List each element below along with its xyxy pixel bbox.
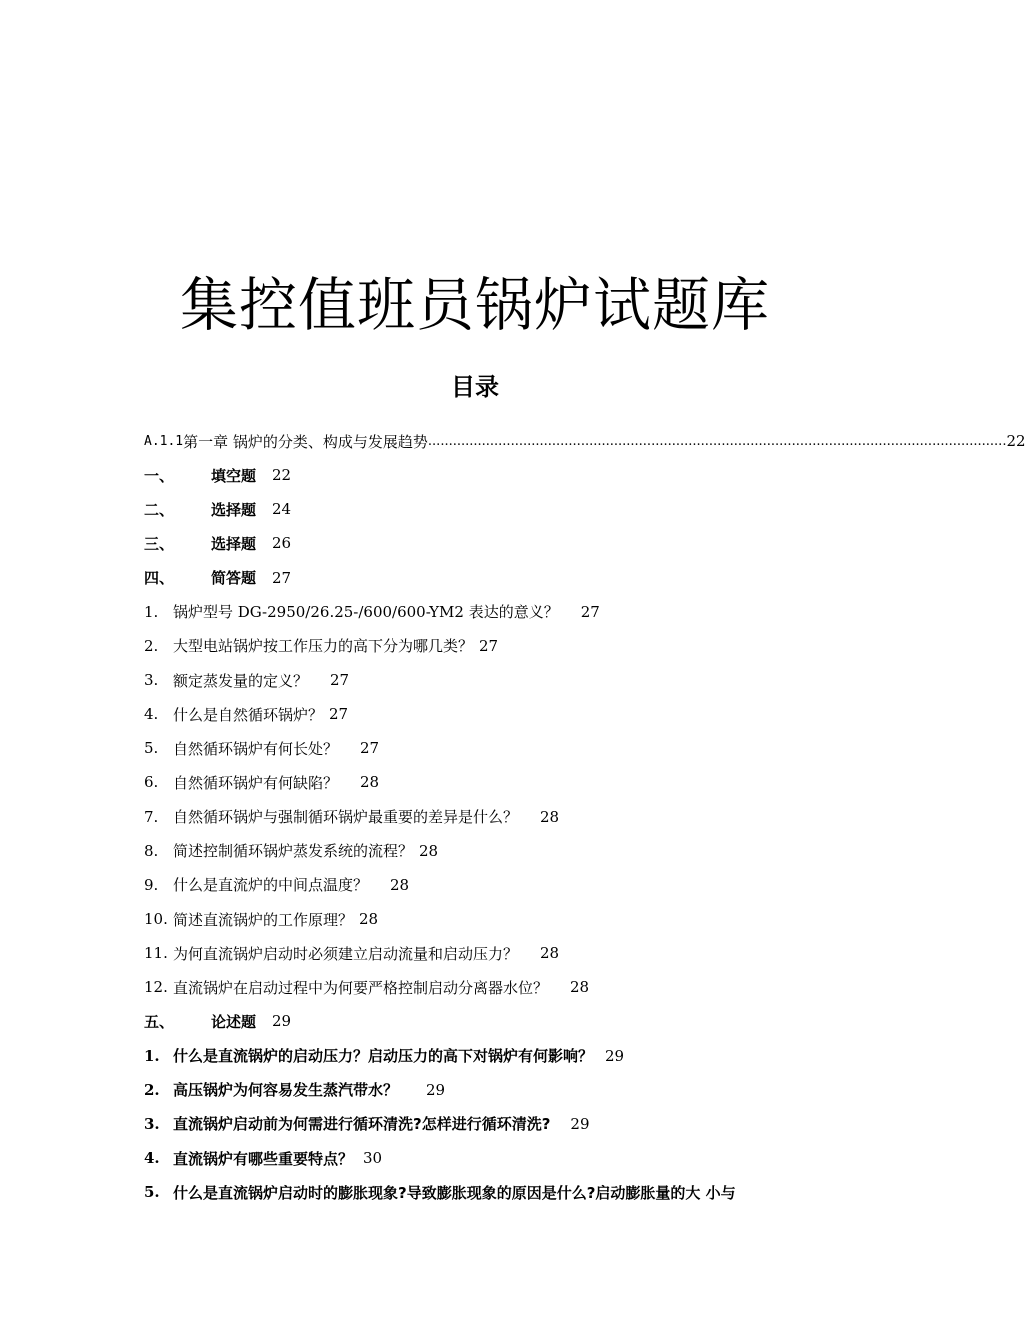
toc-item-title: 什么是自然循环锅炉？ [173, 705, 324, 724]
toc-item-title: 简述直流锅炉的工作原理？ [173, 910, 354, 929]
toc-item-title: 自然循环锅炉与强制循环锅炉最重要的差异是什么？ [173, 808, 519, 827]
toc-section-number: 二、 [144, 500, 175, 519]
toc-item-number: 3. [144, 671, 159, 690]
toc-chapter-number: A.1.1 [144, 433, 184, 449]
toc-item-title: 自然循环锅炉有何长处？ [173, 739, 339, 758]
toc-item-title: 大型电站锅炉按工作压力的高下分为哪几类？ [173, 637, 474, 656]
toc-item-number: 4. [144, 1149, 160, 1168]
toc-page-number: 27 [272, 568, 292, 587]
toc-page-number: 28 [540, 807, 560, 826]
toc-item-title: 自然循环锅炉有何缺陷？ [173, 773, 339, 792]
toc-item-entry[interactable] [144, 595, 808, 629]
toc-item-entry[interactable] [144, 834, 808, 868]
toc-item-entry[interactable] [144, 629, 808, 663]
toc-chapter-title: 第一章 锅炉的分类、构成与发展趋势 [183, 432, 428, 451]
toc-item-entry[interactable] [144, 1141, 808, 1175]
toc-section-number: 一、 [144, 466, 175, 485]
toc-page-number: 29 [570, 1114, 590, 1133]
toc-page-number: 22 [1006, 432, 1026, 451]
toc-item-number: 11. [144, 944, 168, 963]
toc-item-number: 4. [144, 705, 159, 724]
toc-item-entry[interactable] [144, 902, 808, 936]
toc-item-number: 2. [144, 1080, 160, 1099]
toc-item-number: 1. [144, 602, 159, 621]
toc-item-title: 什么是直流锅炉启动时的膨胀现象?导致膨胀现象的原因是什么?启动膨胀量的大 小与 [173, 1183, 736, 1202]
toc-page-number: 27 [479, 636, 499, 655]
toc-item-title: 直流锅炉启动前为何需进行循环清洗?怎样进行循环清洗? [173, 1115, 551, 1134]
toc-item-number: 9. [144, 875, 159, 894]
toc-section-number: 四、 [144, 569, 175, 588]
toc-page-number: 22 [272, 466, 292, 485]
toc-page-number: 27 [329, 705, 349, 724]
toc-item-entry[interactable] [144, 663, 808, 697]
toc-page-number: 28 [570, 978, 590, 997]
toc-chapter-entry[interactable] [144, 424, 1026, 458]
toc-page-number: 28 [419, 841, 439, 860]
toc-item-entry[interactable] [144, 731, 808, 765]
toc-page-number: 27 [330, 671, 350, 690]
toc-item-entry[interactable] [144, 1039, 808, 1073]
toc-item-number: 3. [144, 1114, 160, 1133]
toc-page-number: 24 [272, 500, 292, 519]
toc-item-title: 高压锅炉为何容易发生蒸汽带水？ [173, 1081, 399, 1100]
toc-section-number: 五、 [144, 1012, 175, 1031]
table-of-contents [144, 424, 1026, 1209]
toc-page-number: 28 [359, 910, 379, 929]
toc-item-entry[interactable] [144, 868, 808, 902]
toc-item-number: 10. [144, 910, 168, 929]
toc-page-number: 26 [272, 534, 292, 553]
toc-section-entry[interactable] [144, 526, 808, 560]
toc-section-entry[interactable] [144, 1004, 808, 1038]
toc-section-title: 简答题 [211, 569, 257, 588]
toc-section-title: 论述题 [211, 1012, 257, 1031]
toc-item-number: 2. [144, 636, 159, 655]
toc-heading: 目录 [451, 373, 499, 401]
toc-item-title: 直流锅炉有哪些重要特点？ [173, 1149, 354, 1168]
toc-section-entry[interactable] [144, 561, 808, 595]
toc-item-number: 6. [144, 773, 159, 792]
toc-item-entry[interactable] [144, 970, 808, 1004]
toc-page-number: 29 [605, 1046, 625, 1065]
toc-item-number: 12. [144, 978, 168, 997]
toc-item-title: 为何直流锅炉启动时必须建立启动流量和启动压力？ [173, 944, 519, 963]
toc-page-number: 29 [272, 1012, 292, 1031]
toc-item-entry[interactable] [144, 697, 808, 731]
toc-section-entry[interactable] [144, 492, 808, 526]
toc-section-title: 填空题 [211, 466, 257, 485]
toc-item-entry[interactable] [144, 765, 808, 799]
toc-page-number: 28 [390, 875, 410, 894]
toc-item-number: 7. [144, 807, 159, 826]
toc-item-entry[interactable] [144, 936, 808, 970]
toc-item-title: 什么是直流锅炉的启动压力？启动压力的高下对锅炉有何影响？ [173, 1047, 594, 1066]
toc-section-title: 选择题 [211, 534, 257, 553]
toc-item-title: 锅炉型号 DG-2950/26.25-/600/600-YM2 表达的意义？ [173, 603, 559, 622]
toc-item-entry[interactable] [144, 1175, 808, 1209]
toc-dot-leader: ............................................................................................................................................ [427, 433, 1007, 449]
toc-item-title: 简述控制循环锅炉蒸发系统的流程？ [173, 842, 414, 861]
toc-page-number: 30 [363, 1149, 383, 1168]
toc-page-number: 27 [360, 739, 380, 758]
toc-item-number: 1. [144, 1046, 160, 1065]
toc-item-title: 额定蒸发量的定义？ [173, 671, 309, 690]
toc-item-number: 8. [144, 841, 159, 860]
toc-item-entry[interactable] [144, 800, 808, 834]
document-title: 集控值班员锅炉试题库 [179, 271, 770, 339]
toc-item-title: 直流锅炉在启动过程中为何要严格控制启动分离器水位？ [173, 978, 549, 997]
toc-section-title: 选择题 [211, 500, 257, 519]
toc-item-number: 5. [144, 1183, 160, 1202]
toc-page-number: 28 [540, 944, 560, 963]
toc-item-number: 5. [144, 739, 159, 758]
toc-item-entry[interactable] [144, 1107, 808, 1141]
toc-page-number: 27 [580, 602, 600, 621]
toc-page-number: 28 [360, 773, 380, 792]
toc-section-entry[interactable] [144, 458, 808, 492]
toc-item-entry[interactable] [144, 1073, 808, 1107]
toc-section-number: 三、 [144, 534, 175, 553]
toc-page-number: 29 [426, 1080, 446, 1099]
toc-item-title: 什么是直流炉的中间点温度？ [173, 876, 369, 895]
